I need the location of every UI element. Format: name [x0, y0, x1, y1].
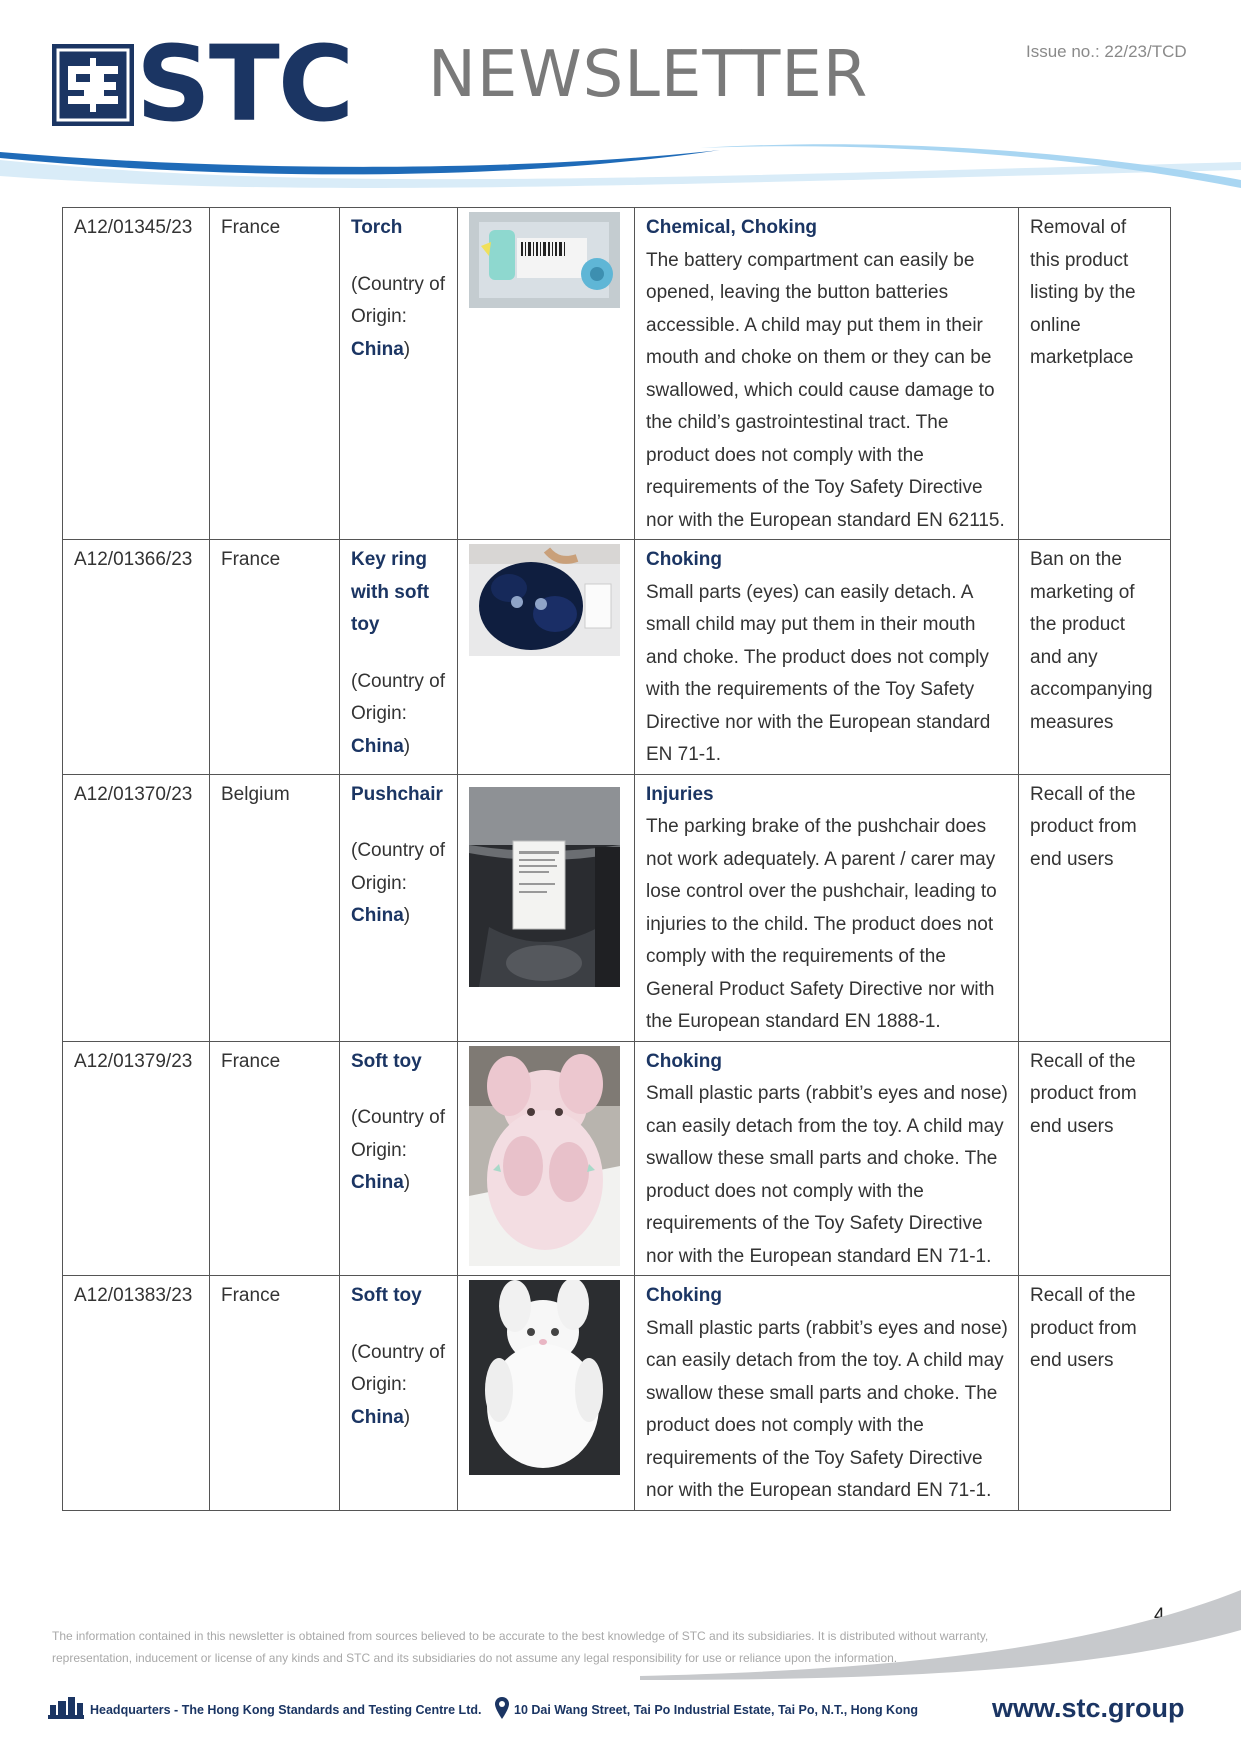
product-image-cell [458, 774, 635, 1041]
measures-taken: Removal of this product listing by the online marketplace [1019, 208, 1171, 540]
product-cell [340, 540, 458, 775]
newsletter-title: NEWSLETTER [428, 38, 869, 112]
legal-disclaimer: The information contained in this newsletter is obtained from sources believed to be accurate to the best knowledge of STC and its subsidiaries. It is distributed without warranty, representation, inducement or license of any kinds and STC and its subsidiaries do not assume any legal responsibility for use or reliance upon the information. [52, 1629, 989, 1665]
product-name: Soft toy [351, 1050, 422, 1072]
risk-title: Injuries [646, 783, 714, 805]
table-row [63, 1041, 1171, 1276]
notifying-country: France [210, 1041, 340, 1276]
origin-close: ) [403, 905, 411, 926]
product-image-cell [458, 540, 635, 775]
origin-country: China [351, 338, 404, 360]
risk-cell [635, 774, 1019, 1041]
headquarters-label: Headquarters - The Hong Kong Standards and Testing Centre Ltd. [90, 1703, 482, 1717]
origin-close: ) [403, 1172, 411, 1193]
spacer [351, 1313, 447, 1337]
notifying-country: Belgium [210, 774, 340, 1041]
header-wave-decoration [0, 140, 1241, 200]
product-name: Pushchair [351, 783, 443, 805]
risk-title: Choking [646, 549, 722, 570]
origin-close: ) [403, 735, 411, 757]
notification-ref: A12/01345/23 [63, 208, 210, 540]
origin-label: (Country of Origin: [351, 670, 445, 724]
origin-label: (Country of Origin: [351, 1341, 445, 1395]
product-image-cell [458, 1276, 635, 1511]
table-row [63, 208, 1171, 540]
origin-label: (Country of Origin: [351, 1107, 445, 1161]
key-ring-soft-toy-photo-icon [469, 544, 620, 656]
origin-country: China [351, 1406, 404, 1428]
headquarters-address: 10 Dai Wang Street, Tai Po Industrial Estate, Tai Po, N.T., Hong Kong [514, 1703, 918, 1717]
product-cell [340, 208, 458, 540]
risk-cell [635, 540, 1019, 775]
measures-taken: Recall of the product from end users [1019, 1041, 1171, 1276]
risk-title: Choking [646, 1285, 722, 1306]
notification-ref: A12/01370/23 [63, 774, 210, 1041]
website-link[interactable]: www.stc.group [992, 1693, 1185, 1723]
headquarters-building-icon [48, 1697, 84, 1719]
risk-cell [635, 1276, 1019, 1511]
origin-label: (Country of Origin: [351, 273, 445, 327]
product-cell [340, 1041, 458, 1276]
measures-taken: Recall of the product from end users [1019, 1276, 1171, 1511]
stc-logo [52, 23, 353, 145]
pink-rabbit-soft-toy-photo-icon [469, 1046, 620, 1266]
table-row [63, 774, 1171, 1041]
notification-ref: A12/01366/23 [63, 540, 210, 775]
notifying-country: France [210, 540, 340, 775]
table-row [63, 1276, 1171, 1511]
table-row [63, 540, 1171, 775]
page-number: 4 [1154, 1605, 1165, 1626]
product-name: Soft toy [351, 1285, 422, 1306]
notification-ref: A12/01379/23 [63, 1041, 210, 1276]
product-cell [340, 774, 458, 1041]
pushchair-photo-icon [469, 787, 620, 987]
risk-title: Choking [646, 1050, 722, 1072]
product-image-cell [458, 208, 635, 540]
stc-logo-mark-icon [52, 44, 134, 126]
notification-ref: A12/01383/23 [63, 1276, 210, 1511]
stc-logo-text: STC [136, 23, 353, 145]
risk-cell [635, 208, 1019, 540]
notifying-country: France [210, 208, 340, 540]
spacer [351, 1078, 447, 1102]
page-header [0, 0, 1241, 200]
spacer [351, 811, 447, 835]
torch-product-photo-icon [469, 212, 620, 308]
white-rabbit-soft-toy-photo-icon [469, 1280, 620, 1475]
recall-table [62, 207, 1171, 1511]
risk-description: Small parts (eyes) can easily detach. A small child may put them in their mouth and choke. The product does not comply with the requirements of the Toy Safety Directive nor with the European standard EN 71-1. [646, 581, 991, 765]
product-image-cell [458, 1041, 635, 1276]
origin-country: China [351, 905, 404, 926]
risk-description: Small plastic parts (rabbit’s eyes and nose) can easily detach from the toy. A child may swallow these small parts and choke. The product does not comply with the requirements of the Toy Safety Directive nor with the European standard EN 71-1. [646, 1317, 1008, 1501]
page-footer [48, 1695, 1198, 1725]
measures-taken: Recall of the product from end users [1019, 774, 1171, 1041]
location-pin-icon [495, 1697, 509, 1719]
risk-title: Chemical, Choking [646, 217, 818, 238]
measures-taken: Ban on the marketing of the product and any accompanying measures [1019, 540, 1171, 775]
notifying-country: France [210, 1276, 340, 1511]
issue-number: Issue no.: 22/23/TCD [1026, 42, 1187, 61]
origin-country: China [351, 1172, 404, 1193]
risk-description: The battery compartment can easily be opened, leaving the button batteries accessible. A child may put them in their mouth and choke on them or they can be swallowed, which could cause damage to the child’s gastrointestinal tract. The product does not comply with the requirements of the Toy Safety Directive nor with the European standard EN 62115. [646, 249, 1005, 531]
risk-description: Small plastic parts (rabbit’s eyes and nose) can easily detach from the toy. A child may swallow these small parts and choke. The product does not comply with the requirements of the Toy Safety Directive nor with the European standard EN 71-1. [646, 1083, 1008, 1267]
origin-close: ) [403, 1406, 411, 1428]
risk-description: The parking brake of the pushchair does not work adequately. A parent / carer may lose control over the pushchair, leading to injuries to the child. The product does not comply with the requirements of the General Product Safety Directive nor with the European standard EN 1888-1. [646, 816, 997, 1032]
risk-cell [635, 1041, 1019, 1276]
origin-close: ) [403, 338, 411, 360]
origin-label: (Country of Origin: [351, 840, 445, 894]
spacer [351, 642, 447, 666]
product-name: Key ring with soft toy [351, 549, 430, 635]
origin-country: China [351, 735, 404, 757]
spacer [351, 245, 447, 269]
product-name: Torch [351, 217, 403, 238]
product-cell [340, 1276, 458, 1511]
